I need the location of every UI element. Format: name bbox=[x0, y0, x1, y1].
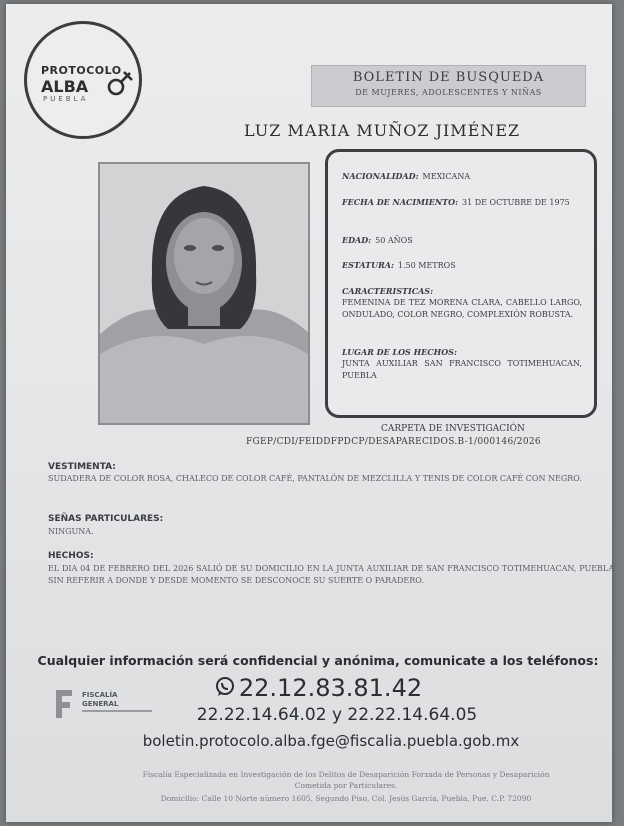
age-row bbox=[342, 234, 582, 247]
whatsapp-icon bbox=[214, 676, 236, 698]
age-label: EDAD: bbox=[342, 235, 372, 245]
logo-line-puebla: PUEBLA bbox=[43, 95, 89, 103]
location-row bbox=[342, 346, 582, 382]
facts-text: EL DIA 04 DE FEBRERO DEL 2026 SALIÓ DE SU DOMICILIO EN LA JUNTA AUXILIAR DE SAN FRANCISCO TOTIMEHUACAN, PUEBLA SIN REFERIR A DONDE Y DESDE MOMENTO SE DESCONOCE SU SUERTE O PARADERO. bbox=[48, 564, 614, 585]
characteristics-label: CARACTERISTICAS: bbox=[342, 286, 434, 296]
fiscalia-general-logo bbox=[54, 688, 164, 724]
facts-label: HECHOS: bbox=[48, 551, 94, 561]
bulletin-header bbox=[311, 65, 586, 107]
logo-line-alba: ALBA bbox=[41, 77, 89, 96]
investigation-file-label: CARPETA DE INVESTIGACIÓN bbox=[381, 424, 525, 434]
birthdate-row bbox=[342, 196, 582, 209]
nationality-value: MEXICANA bbox=[422, 172, 471, 181]
clothing-text: SUDADERA DE COLOR ROSA, CHALECO DE COLOR CAFÉ, PANTALÓN DE MEZCLILLA Y TENIS DE COLOR CAFÉ CON NEGRO. bbox=[48, 474, 582, 483]
footer-line-2: Cometida por Particulares. bbox=[294, 781, 398, 790]
missing-person-name: LUZ MARIA MUÑOZ JIMÉNEZ bbox=[244, 121, 521, 140]
missing-person-photo bbox=[98, 162, 310, 425]
contact-heading: Cualquier información será confidencial y anónima, comunicate a los teléfonos: bbox=[37, 653, 599, 668]
characteristics-row bbox=[342, 285, 582, 321]
investigation-file-number: FGEP/CDI/FEIDDFPDCP/DESAPARECIDOS.B-1/000146/2026 bbox=[246, 437, 541, 447]
location-label: LUGAR DE LOS HECHOS: bbox=[342, 347, 457, 357]
footer-line-1: Fiscalía Especializada en Investigación de los Delitos de Desaparición Forzada de Personas y Desaparición bbox=[142, 770, 550, 779]
bulletin-subtitle: DE MUJERES, ADOLESCENTES Y NIÑAS bbox=[355, 88, 542, 97]
birthdate-label: FECHA DE NACIMIENTO: bbox=[342, 197, 459, 207]
protocolo-alba-logo bbox=[24, 21, 142, 139]
fiscalia-line2: GENERAL bbox=[82, 700, 119, 708]
nationality-label: NACIONALIDAD: bbox=[342, 171, 419, 181]
height-label: ESTATURA: bbox=[342, 260, 394, 270]
logo-line-protocolo: PROTOCOLO bbox=[41, 64, 122, 77]
portrait-image bbox=[100, 164, 308, 423]
personal-details-box bbox=[325, 149, 597, 418]
bulletin-title: BOLETIN DE BUSQUEDA bbox=[352, 70, 545, 85]
bulletin-sheet bbox=[6, 4, 612, 822]
birthdate-value: 31 DE OCTUBRE DE 1975 bbox=[462, 198, 570, 207]
footer-address: Domicilio: Calle 10 Norte número 1605, Segundo Piso, Col. Jesús García, Puebla, Pue. C.P. 72090 bbox=[160, 794, 532, 803]
distinguishing-marks-text: NINGUNA. bbox=[48, 527, 94, 536]
characteristics-value: FEMENINA DE TEZ MORENA CLARA, CABELLO LARGO, ONDULADO, COLOR NEGRO, COMPLEXIÓN ROBUSTA. bbox=[342, 298, 582, 319]
nationality-row bbox=[342, 170, 582, 183]
fiscalia-divider bbox=[82, 710, 152, 712]
distinguishing-marks-label: SEÑAS PARTICULARES: bbox=[48, 514, 164, 524]
location-value: JUNTA AUXILIAR SAN FRANCISCO TOTIMEHUACAN, PUEBLA bbox=[342, 359, 582, 380]
fiscalia-emblem-icon bbox=[54, 688, 74, 720]
whatsapp-number[interactable]: 22.12.83.81.42 bbox=[238, 674, 423, 702]
phone-numbers[interactable]: 22.22.14.64.02 y 22.22.14.64.05 bbox=[196, 705, 478, 725]
height-value: 1.50 METROS bbox=[397, 261, 456, 270]
height-row bbox=[342, 259, 582, 272]
clothing-label: VESTIMENTA: bbox=[48, 462, 116, 472]
contact-email[interactable]: boletin.protocolo.alba.fge@fiscalia.puebla.gob.mx bbox=[142, 732, 520, 750]
gender-symbol-icon bbox=[105, 68, 135, 98]
age-value: 50 AÑOS bbox=[375, 236, 413, 245]
fiscalia-line1: FISCALÍA bbox=[82, 691, 118, 699]
